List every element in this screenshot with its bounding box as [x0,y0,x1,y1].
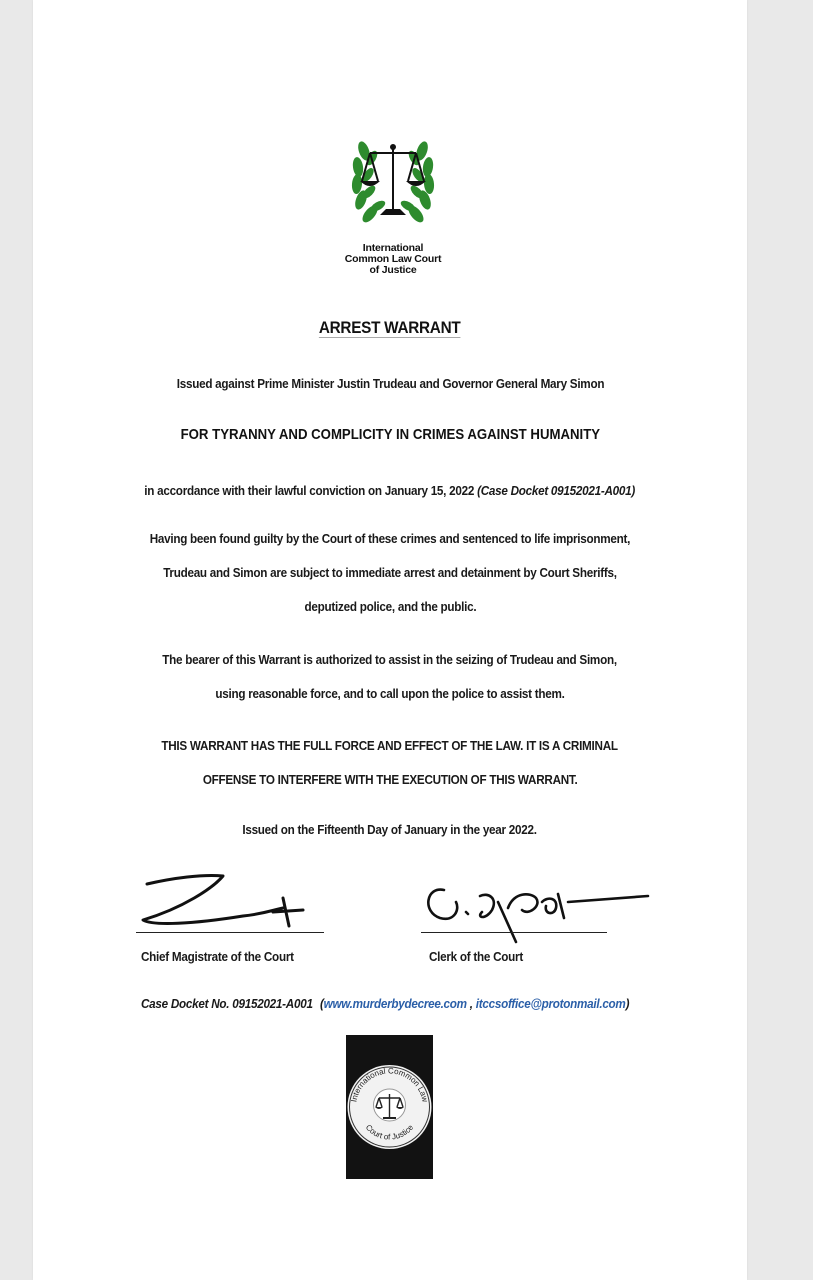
court-logo-line: International [362,242,424,254]
footer-close-paren: ) [625,996,630,1011]
guilty-line: Trudeau and Simon are subject to immediate arrest and detainment by Court Sheriffs, [163,565,617,580]
footer-docket: Case Docket No. 09152021-A001 [141,996,313,1011]
clerk-signature-icon [418,872,658,952]
bearer-line: using reasonable force, and to call upon the police to assist them. [215,686,565,701]
bearer-line-row [33,651,747,685]
accordance-text: in accordance with their lawful conviction on January 15, 2022 [144,483,478,498]
page-title [33,318,747,338]
guilty-line: deputized police, and the public. [304,599,476,614]
charge-heading [33,426,747,443]
force-line-row [33,737,747,771]
court-logo-line: of Justice [369,264,417,276]
force-paragraph [33,737,747,805]
magistrate-label-wrap [141,948,311,966]
accordance-line [33,482,747,500]
footer-contacts [320,995,664,1013]
court-seal [346,1035,433,1179]
force-line-row [33,771,747,805]
force-line: THIS WARRANT HAS THE FULL FORCE AND EFFECT OF THE LAW. IT IS A CRIMINAL [161,738,619,753]
clerk-signature-line [421,932,607,933]
issued-on-text: Issued on the Fifteenth Day of January in the year 2022. [242,822,538,837]
seal-bottom-text: Court of Justice [363,1122,416,1142]
guilty-line-row [33,530,747,564]
clerk-label-wrap [429,948,533,966]
accordance-wrapper [145,483,636,498]
magistrate-label: Chief Magistrate of the Court [141,949,294,964]
footer-docket-wrap [141,995,332,1013]
clerk-label: Clerk of the Court [429,949,523,964]
accordance-docket: (Case Docket 09152021-A001) [477,483,636,498]
court-logo-text [340,243,446,276]
email-link[interactable]: itccsoffice@protonmail.com [475,996,626,1011]
clerk-signature [418,872,658,952]
issued-against-text: Issued against Prime Minister Justin Trudeau and Governor General Mary Simon [176,376,604,391]
court-logo [340,123,446,285]
guilty-line-row [33,598,747,632]
seal-top-text: International Common Law [349,1066,430,1103]
guilty-line: Having been found guilty by the Court of these crimes and sentenced to life imprisonment, [149,531,631,546]
bearer-paragraph [33,651,747,719]
bearer-line: The bearer of this Warrant is authorized to assist in the seizing of Trudeau and Simon, [162,652,618,667]
guilty-paragraph [33,530,747,632]
bearer-line-row [33,685,747,719]
court-logo-line: Common Law Court [344,253,442,265]
scales-of-justice-wreath-icon [340,123,446,243]
court-seal-icon [346,1035,433,1179]
magistrate-signature-line [136,932,324,933]
issued-on-line [33,821,747,839]
magistrate-signature-icon [133,868,333,938]
charge-text: FOR TYRANNY AND COMPLICITY IN CRIMES AGAINST HUMANITY [180,426,600,443]
title-text: ARREST WARRANT [319,318,461,337]
footer-contacts-wrapper [320,996,629,1011]
footer-open-paren: ( [320,996,324,1011]
document-page [33,0,747,1280]
issued-against-line [33,375,747,393]
force-line: OFFENSE TO INTERFERE WITH THE EXECUTION OF THIS WARRANT. [202,772,578,787]
footer-separator: , [466,996,476,1011]
guilty-line-row [33,564,747,598]
website-link[interactable]: www.murderbydecree.com [323,996,467,1011]
magistrate-signature [133,868,333,938]
